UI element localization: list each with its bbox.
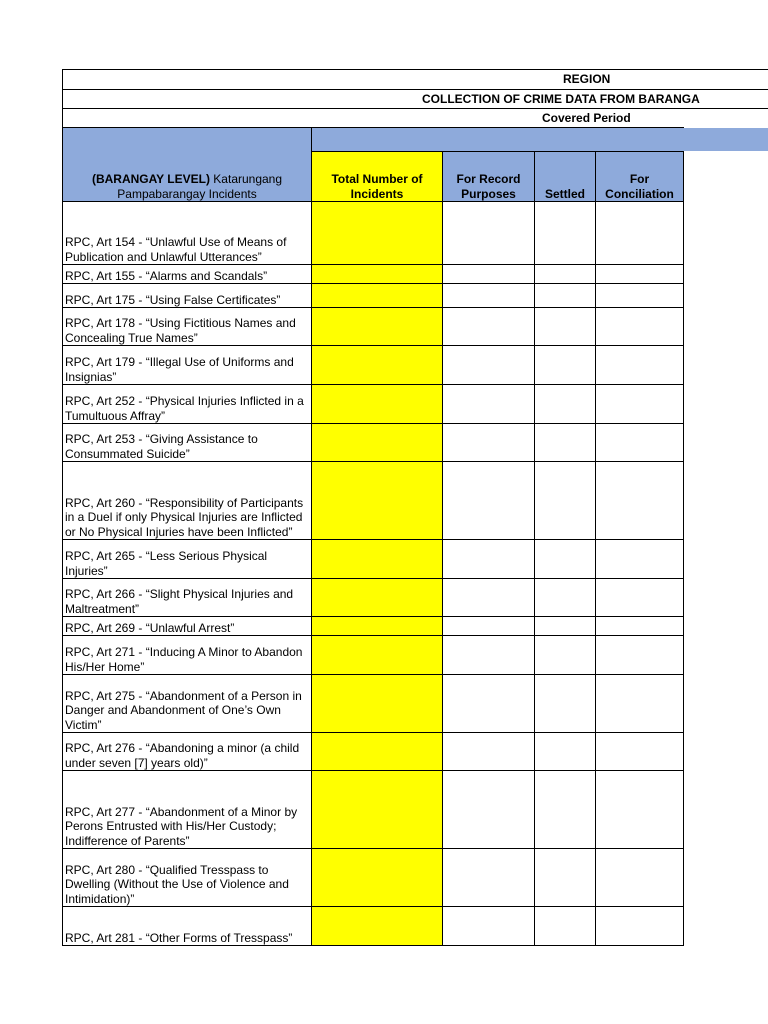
total-incidents-cell[interactable] xyxy=(312,284,443,308)
incident-label-cell: RPC, Art 265 - “Less Serious Physical Injuries” xyxy=(63,540,312,579)
category-header-bold: (BARANGAY LEVEL) xyxy=(91,172,210,186)
record-purposes-header: For Record Purposes xyxy=(443,152,535,202)
settled-cell[interactable] xyxy=(535,308,596,346)
incident-label-cell: RPC, Art 178 - “Using Fictitious Names and Concealing True Names” xyxy=(63,308,312,346)
record-purposes-cell[interactable] xyxy=(443,308,535,346)
settled-cell[interactable] xyxy=(535,284,596,308)
incident-table xyxy=(62,127,684,946)
record-purposes-cell[interactable] xyxy=(443,346,535,385)
settled-cell[interactable] xyxy=(535,265,596,284)
record-purposes-cell[interactable] xyxy=(443,849,535,907)
incident-label-cell: RPC, Art 271 - “Inducing A Minor to Abandon His/Her Home” xyxy=(63,636,312,675)
conciliation-cell[interactable] xyxy=(596,265,684,284)
record-purposes-cell[interactable] xyxy=(443,771,535,849)
total-incidents-cell[interactable] xyxy=(312,308,443,346)
incident-label-cell: RPC, Art 260 - “Responsibility of Participants in a Duel if only Physical Injuries are Inflicted or No Physical Injuries have been Inflicted” xyxy=(63,462,312,540)
record-purposes-cell[interactable] xyxy=(443,540,535,579)
table-row xyxy=(63,424,684,462)
record-purposes-cell[interactable] xyxy=(443,462,535,540)
record-purposes-cell[interactable] xyxy=(443,265,535,284)
incident-label-cell: RPC, Art 276 - “Abandoning a minor (a child under seven [7] years old)” xyxy=(63,733,312,771)
conciliation-cell[interactable] xyxy=(596,346,684,385)
category-header xyxy=(63,128,312,202)
incident-label-cell: RPC, Art 154 - “Unlawful Use of Means of Publication and Unlawful Utterances” xyxy=(63,202,312,265)
settled-cell[interactable] xyxy=(535,771,596,849)
total-incidents-cell[interactable] xyxy=(312,202,443,265)
settled-cell[interactable] xyxy=(535,849,596,907)
total-incidents-cell[interactable] xyxy=(312,771,443,849)
conciliation-cell[interactable] xyxy=(596,771,684,849)
table-row xyxy=(63,733,684,771)
covered-period-row xyxy=(62,108,768,128)
record-purposes-cell[interactable] xyxy=(443,636,535,675)
region-row xyxy=(62,69,768,89)
settled-cell[interactable] xyxy=(535,907,596,946)
table-row xyxy=(63,636,684,675)
record-purposes-cell[interactable] xyxy=(443,424,535,462)
settled-cell[interactable] xyxy=(535,346,596,385)
conciliation-cell[interactable] xyxy=(596,540,684,579)
record-purposes-cell[interactable] xyxy=(443,733,535,771)
conciliation-cell[interactable] xyxy=(596,462,684,540)
incident-label-cell: RPC, Art 280 - “Qualified Tresspass to Dwelling (Without the Use of Violence and Intimidation)” xyxy=(63,849,312,907)
total-incidents-cell[interactable] xyxy=(312,462,443,540)
total-incidents-cell[interactable] xyxy=(312,907,443,946)
settled-cell[interactable] xyxy=(535,675,596,733)
total-incidents-cell[interactable] xyxy=(312,579,443,617)
table-row xyxy=(63,675,684,733)
incident-label-cell: RPC, Art 269 - “Unlawful Arrest” xyxy=(63,617,312,636)
header-row-top xyxy=(63,128,684,152)
table-row xyxy=(63,771,684,849)
conciliation-cell[interactable] xyxy=(596,424,684,462)
conciliation-cell[interactable] xyxy=(596,849,684,907)
settled-cell[interactable] xyxy=(535,733,596,771)
collection-title: COLLECTION OF CRIME DATA FROM BARANGA xyxy=(422,92,700,106)
table-row xyxy=(63,540,684,579)
conciliation-cell[interactable] xyxy=(596,579,684,617)
conciliation-cell[interactable] xyxy=(596,308,684,346)
table-row xyxy=(63,284,684,308)
collection-row xyxy=(62,89,768,109)
settled-header: Settled xyxy=(535,152,596,202)
table-row xyxy=(63,907,684,946)
total-incidents-cell[interactable] xyxy=(312,733,443,771)
incident-label-cell: RPC, Art 281 - “Other Forms of Tresspass” xyxy=(63,907,312,946)
total-incidents-header: Total Number of Incidents xyxy=(312,152,443,202)
conciliation-cell[interactable] xyxy=(596,733,684,771)
table-row xyxy=(63,202,684,265)
settled-cell[interactable] xyxy=(535,424,596,462)
total-incidents-cell[interactable] xyxy=(312,346,443,385)
settled-cell[interactable] xyxy=(535,462,596,540)
incident-label-cell: RPC, Art 277 - “Abandonment of a Minor by Perons Entrusted with His/Her Custody; Indifference of Parents” xyxy=(63,771,312,849)
settled-cell[interactable] xyxy=(535,579,596,617)
settled-cell[interactable] xyxy=(535,636,596,675)
record-purposes-cell[interactable] xyxy=(443,284,535,308)
of-header-cell xyxy=(312,128,684,152)
region-label: REGION xyxy=(563,72,611,86)
incident-label-cell: RPC, Art 275 - “Abandonment of a Person in Danger and Abandonment of One’s Own Victim” xyxy=(63,675,312,733)
table-row xyxy=(63,849,684,907)
record-purposes-cell[interactable] xyxy=(443,675,535,733)
record-purposes-cell[interactable] xyxy=(443,579,535,617)
incident-label-cell: RPC, Art 179 - “Illegal Use of Uniforms and Insignias” xyxy=(63,346,312,385)
total-incidents-cell[interactable] xyxy=(312,540,443,579)
conciliation-cell[interactable] xyxy=(596,636,684,675)
total-incidents-cell[interactable] xyxy=(312,675,443,733)
table-row xyxy=(63,385,684,424)
total-incidents-cell[interactable] xyxy=(312,849,443,907)
total-incidents-cell[interactable] xyxy=(312,617,443,636)
record-purposes-cell[interactable] xyxy=(443,202,535,265)
incident-label-cell: RPC, Art 175 - “Using False Certificates” xyxy=(63,284,312,308)
conciliation-cell[interactable] xyxy=(596,202,684,265)
category-header-text: Katarungang Pampabarangay Incidents xyxy=(117,172,283,201)
record-purposes-cell[interactable] xyxy=(443,617,535,636)
conciliation-cell[interactable] xyxy=(596,907,684,946)
table-row xyxy=(63,265,684,284)
total-incidents-cell[interactable] xyxy=(312,265,443,284)
settled-cell[interactable] xyxy=(535,540,596,579)
conciliation-cell[interactable] xyxy=(596,617,684,636)
settled-cell[interactable] xyxy=(535,617,596,636)
conciliation-header: For Conciliation xyxy=(596,152,684,202)
record-purposes-cell[interactable] xyxy=(443,385,535,424)
incident-label-cell: RPC, Art 155 - “Alarms and Scandals” xyxy=(63,265,312,284)
conciliation-cell[interactable] xyxy=(596,385,684,424)
settled-cell[interactable] xyxy=(535,202,596,265)
incident-label-cell: RPC, Art 266 - “Slight Physical Injuries and Maltreatment” xyxy=(63,579,312,617)
incident-label-cell: RPC, Art 253 - “Giving Assistance to Consummated Suicide” xyxy=(63,424,312,462)
total-incidents-cell[interactable] xyxy=(312,385,443,424)
conciliation-cell[interactable] xyxy=(596,675,684,733)
table-row xyxy=(63,617,684,636)
incident-label-cell: RPC, Art 252 - “Physical Injuries Inflicted in a Tumultuous Affray” xyxy=(63,385,312,424)
covered-period-label: Covered Period xyxy=(542,111,631,125)
table-row xyxy=(63,308,684,346)
record-purposes-cell[interactable] xyxy=(443,907,535,946)
total-incidents-cell[interactable] xyxy=(312,636,443,675)
header-band xyxy=(681,128,768,151)
settled-cell[interactable] xyxy=(535,385,596,424)
total-incidents-cell[interactable] xyxy=(312,424,443,462)
conciliation-cell[interactable] xyxy=(596,284,684,308)
table-row xyxy=(63,579,684,617)
table-row xyxy=(63,346,684,385)
table-row xyxy=(63,462,684,540)
